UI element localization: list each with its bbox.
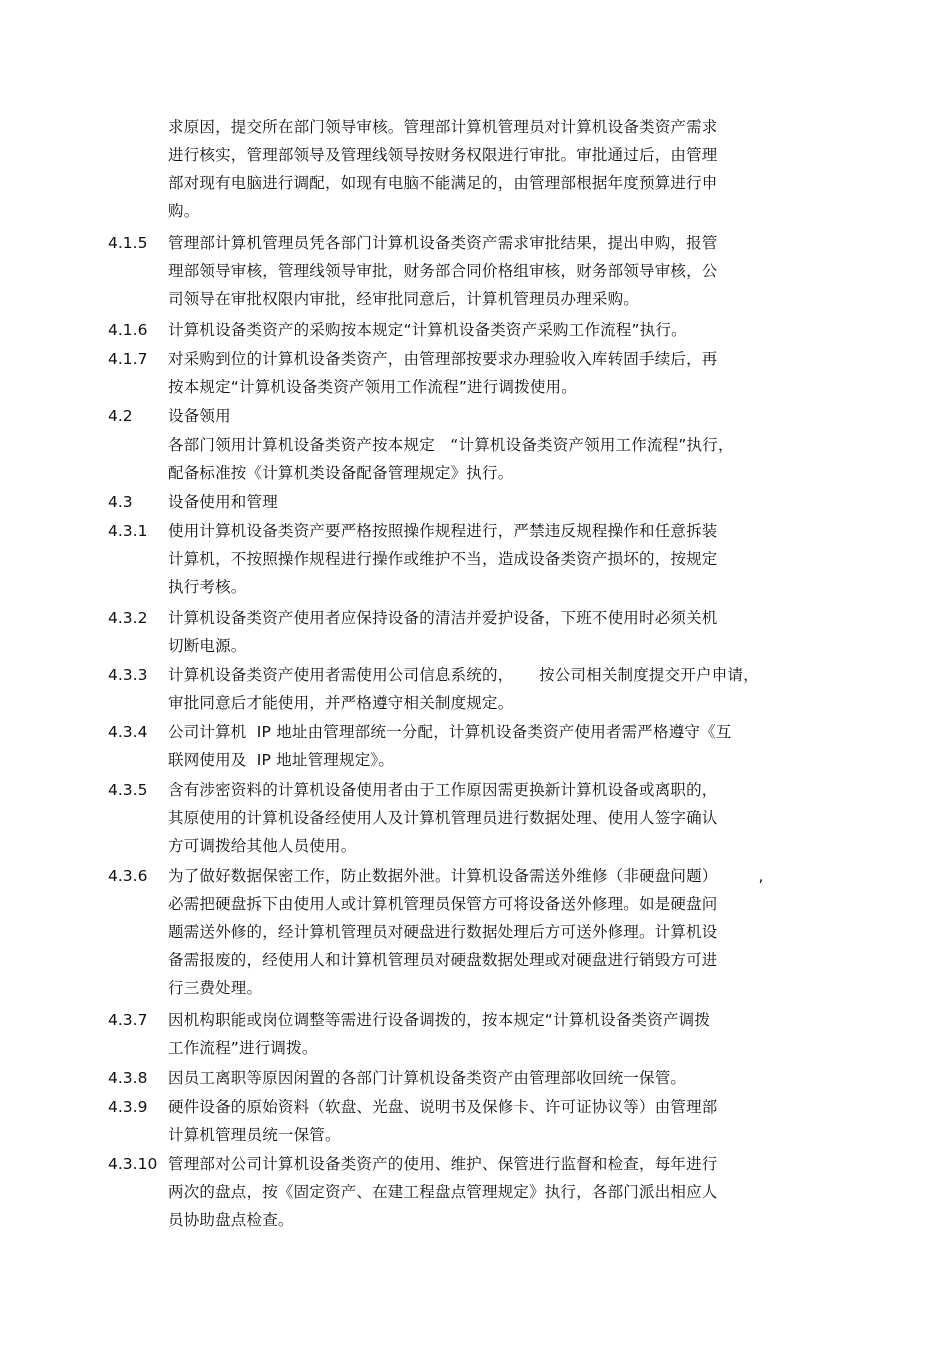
text-line: 计算机设备类资产使用者需使用公司信息系统的， 按公司相关制度提交开户申请， xyxy=(168,666,759,684)
text-line: 对采购到位的计算机设备类资产，由管理部按要求办理验收入库转固手续后，再 xyxy=(168,350,718,368)
text-line: 硬件设备的原始资料（软盘、光盘、说明书及保修卡、许可证协议等）由管理部 xyxy=(168,1098,718,1116)
section-number: 4.3 xyxy=(108,493,133,511)
text-line: 备需报废的，经使用人和计算机管理员对硬盘数据处理或对硬盘进行销毁方可进 xyxy=(168,951,718,969)
paragraph-number: 4.3.2 xyxy=(108,609,148,627)
text-line: 因员工离职等原因闲置的各部门计算机设备类资产由管理部收回统一保管。 xyxy=(168,1069,687,1087)
text-line: 计算机设备类资产的采购按本规定“计算机设备类资产采购工作流程”执行。 xyxy=(168,321,687,339)
paragraph-number: 4.1.6 xyxy=(108,321,148,339)
paragraph-number: 4.3.7 xyxy=(108,1011,148,1029)
text-line: 按本规定“计算机设备类资产领用工作流程”进行调拨使用。 xyxy=(168,378,577,396)
text-line: 方可调拨给其他人员使用。 xyxy=(168,837,357,855)
section-heading: 设备领用 xyxy=(168,407,231,425)
text-line: 进行核实，管理部领导及管理线领导按财务权限进行审批。审批通过后，由管理 xyxy=(168,146,718,164)
paragraph-number: 4.3.6 xyxy=(108,867,148,885)
text-line: 其原使用的计算机设备经使用人及计算机管理员进行数据处理、使用人签字确认 xyxy=(168,809,718,827)
text-line: 求原因，提交所在部门领导审核。管理部计算机管理员对计算机设备类资产需求 xyxy=(168,118,718,136)
text-line: 切断电源。 xyxy=(168,637,247,655)
paragraph-number: 4.3.5 xyxy=(108,781,148,799)
text-line: 计算机设备类资产使用者应保持设备的清洁并爱护设备，下班不使用时必须关机 xyxy=(168,609,718,627)
paragraph-number: 4.3.4 xyxy=(108,723,148,741)
paragraph-number: 4.1.5 xyxy=(108,234,148,252)
text-line: 员协助盘点检查。 xyxy=(168,1211,294,1229)
text-line: 管理部对公司计算机设备类资产的使用、维护、保管进行监督和检查，每年进行 xyxy=(168,1155,718,1173)
section-heading: 设备使用和管理 xyxy=(168,493,278,511)
text-line: 计算机管理员统一保管。 xyxy=(168,1126,341,1144)
text-line: 联网使用及 IP 地址管理规定》。 xyxy=(168,751,395,769)
text-line: 部对现有电脑进行调配，如现有电脑不能满足的，由管理部根据年度预算进行申 xyxy=(168,174,718,192)
text-line: 必需把硬盘拆下由使用人或计算机管理员保管方可将设备送外修理。如是硬盘问 xyxy=(168,895,718,913)
text-line: 配备标准按《计算机类设备配备管理规定》执行。 xyxy=(168,464,514,482)
text-line: 题需送外修的，经计算机管理员对硬盘进行数据处理后方可送外修理。计算机设 xyxy=(168,923,718,941)
text-line: 为了做好数据保密工作，防止数据外泄。计算机设备需送外维修（非硬盘问题） , xyxy=(168,867,764,885)
text-line: 理部领导审核，管理线领导审批，财务部合同价格组审核，财务部领导审核，公 xyxy=(168,262,718,280)
text-line: 管理部计算机管理员凭各部门计算机设备类资产需求审批结果，提出申购，报管 xyxy=(168,234,718,252)
text-line: 司领导在审批权限内审批，经审批同意后，计算机管理员办理采购。 xyxy=(168,290,640,308)
text-line: 两次的盘点，按《固定资产、在建工程盘点管理规定》执行，各部门派出相应人 xyxy=(168,1183,718,1201)
paragraph-number: 4.3.10 xyxy=(108,1155,158,1173)
text-line: 执行考核。 xyxy=(168,578,247,596)
text-line: 审批同意后才能使用，并严格遵守相关制度规定。 xyxy=(168,694,514,712)
text-line: 含有涉密资料的计算机设备使用者由于工作原因需更换新计算机设备或离职的， xyxy=(168,781,718,799)
text-line: 购。 xyxy=(168,202,200,220)
text-line: 公司计算机 IP 地址由管理部统一分配，计算机设备类资产使用者需严格遵守《互 xyxy=(168,723,732,741)
text-line: 使用计算机设备类资产要严格按照操作规程进行，严禁违反规程操作和任意拆装 xyxy=(168,522,718,540)
paragraph-number: 4.1.7 xyxy=(108,350,148,368)
paragraph-number: 4.3.8 xyxy=(108,1069,148,1087)
paragraph-number: 4.3.9 xyxy=(108,1098,148,1116)
text-line: 工作流程”进行调拨。 xyxy=(168,1039,318,1057)
section-number: 4.2 xyxy=(108,407,133,425)
paragraph-number: 4.3.1 xyxy=(108,522,148,540)
paragraph-number: 4.3.3 xyxy=(108,666,148,684)
text-line: 计算机，不按照操作规程进行操作或维护不当，造成设备类资产损坏的，按规定 xyxy=(168,550,718,568)
text-line: 各部门领用计算机设备类资产按本规定 “计算机设备类资产领用工作流程”执行， xyxy=(168,436,734,454)
text-line: 因机构职能或岗位调整等需进行设备调拨的，按本规定“计算机设备类资产调拨 xyxy=(168,1011,711,1029)
text-line: 行三费处理。 xyxy=(168,979,263,997)
